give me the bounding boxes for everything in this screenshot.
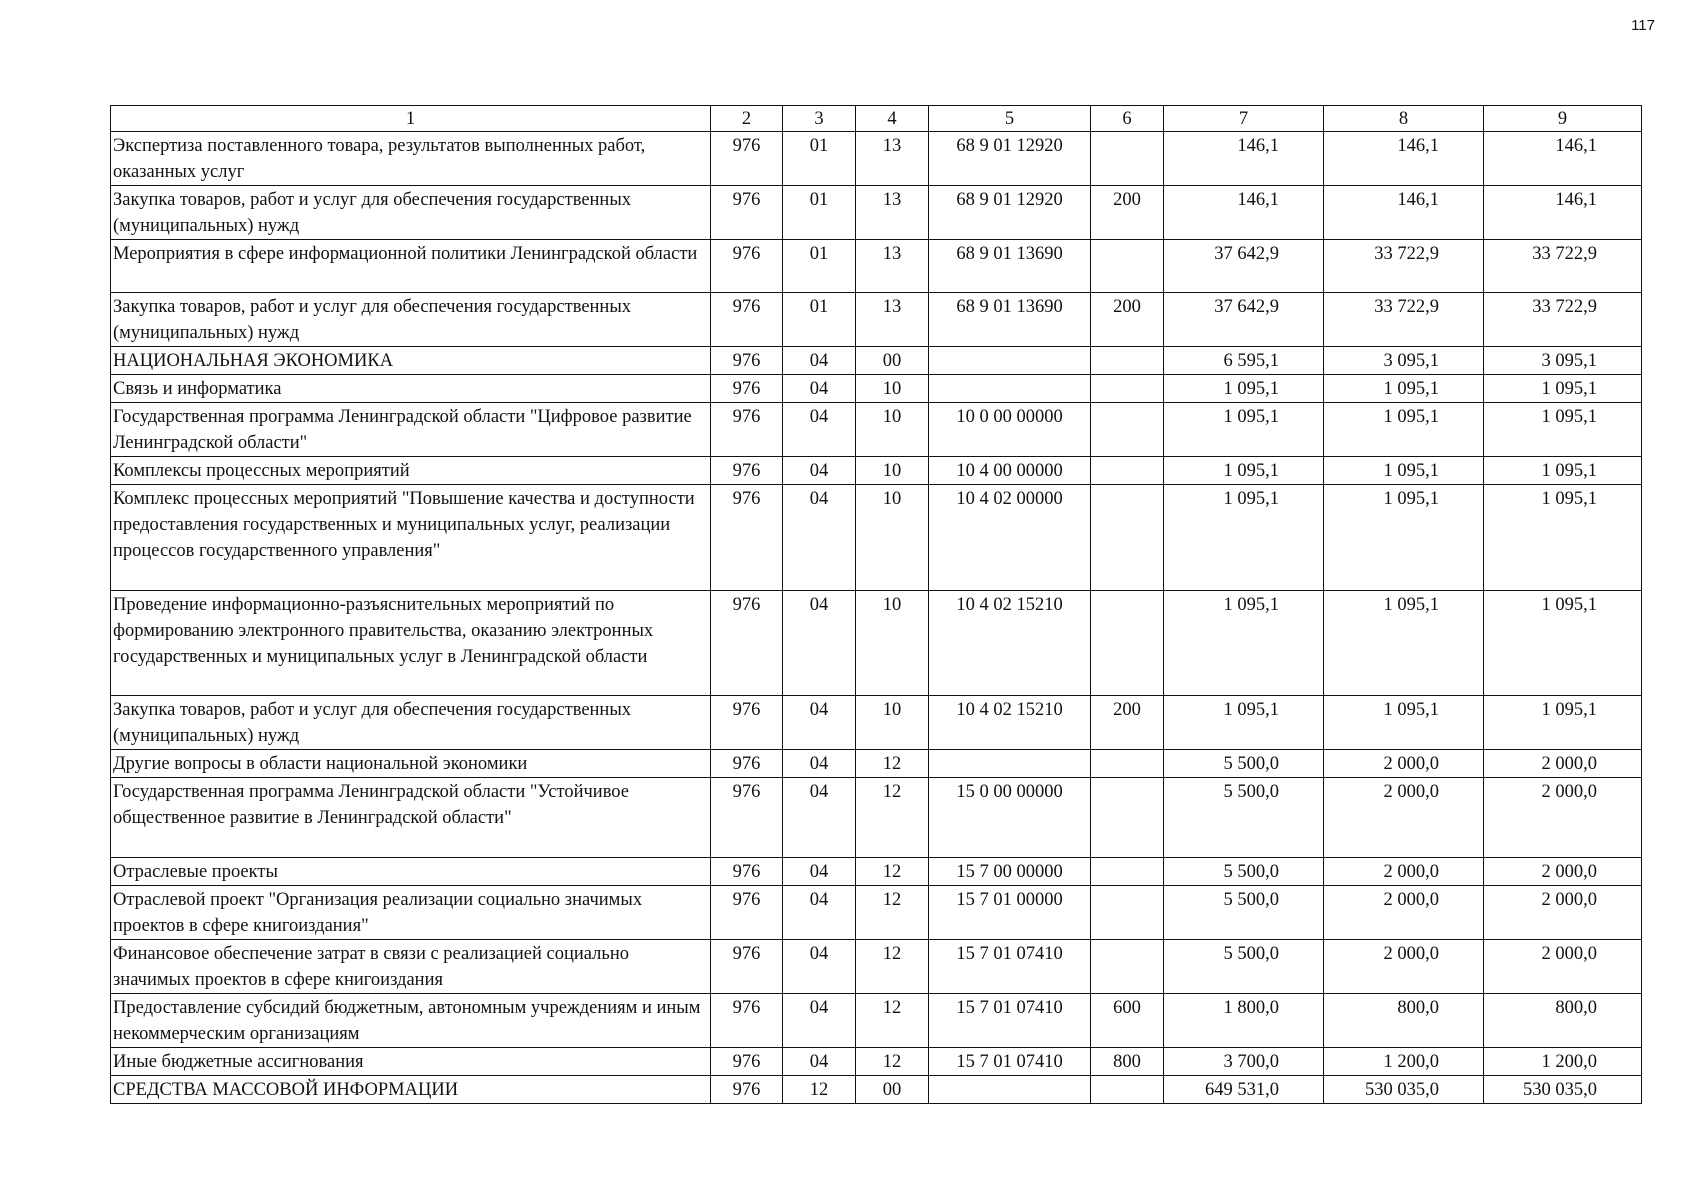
col3-cell: 04 <box>783 457 856 485</box>
amount-col8: 3 095,1 <box>1324 347 1484 375</box>
col5-cell: 10 4 02 15210 <box>929 591 1091 696</box>
col2-cell: 976 <box>711 132 783 186</box>
col6-cell <box>1091 591 1164 696</box>
row-name: Проведение информационно-разъяснительных мероприятий по формированию электронного правительства, оказанию электронных государственных и муниципальных услуг в Ленинградской области <box>111 591 711 696</box>
amount-col9: 1 095,1 <box>1484 375 1642 403</box>
amount-col9: 1 095,1 <box>1484 403 1642 457</box>
col2-cell: 976 <box>711 696 783 750</box>
amount-col7: 146,1 <box>1164 132 1324 186</box>
col6-cell <box>1091 132 1164 186</box>
col6-cell <box>1091 403 1164 457</box>
amount-col8: 1 200,0 <box>1324 1048 1484 1076</box>
row-name: Мероприятия в сфере информационной политики Ленинградской области <box>111 240 711 293</box>
col5-cell: 68 9 01 12920 <box>929 186 1091 240</box>
col3-cell: 04 <box>783 696 856 750</box>
amount-col8: 2 000,0 <box>1324 858 1484 886</box>
header-cell: 1 <box>111 106 711 132</box>
table-row <box>111 403 1642 457</box>
amount-col7: 5 500,0 <box>1164 886 1324 940</box>
row-name: Иные бюджетные ассигнования <box>111 1048 711 1076</box>
col3-cell: 04 <box>783 858 856 886</box>
col6-cell: 800 <box>1091 1048 1164 1076</box>
col3-cell: 04 <box>783 886 856 940</box>
header-cell: 4 <box>856 106 929 132</box>
col3-cell: 04 <box>783 591 856 696</box>
amount-col8: 1 095,1 <box>1324 403 1484 457</box>
col3-cell: 04 <box>783 750 856 778</box>
col4-cell: 12 <box>856 778 929 858</box>
table-body <box>111 132 1642 1104</box>
col5-cell: 10 0 00 00000 <box>929 403 1091 457</box>
col4-cell: 10 <box>856 403 929 457</box>
amount-col7: 37 642,9 <box>1164 293 1324 347</box>
row-name: Отраслевые проекты <box>111 858 711 886</box>
amount-col9: 1 095,1 <box>1484 485 1642 591</box>
header-row <box>111 106 1642 132</box>
amount-col8: 2 000,0 <box>1324 778 1484 858</box>
row-name: Закупка товаров, работ и услуг для обеспечения государственных (муниципальных) нужд <box>111 696 711 750</box>
table-row <box>111 886 1642 940</box>
col2-cell: 976 <box>711 457 783 485</box>
amount-col7: 5 500,0 <box>1164 858 1324 886</box>
col4-cell: 12 <box>856 940 929 994</box>
col5-cell: 15 7 01 07410 <box>929 940 1091 994</box>
amount-col7: 1 095,1 <box>1164 485 1324 591</box>
col4-cell: 13 <box>856 186 929 240</box>
table-row <box>111 457 1642 485</box>
amount-col8: 1 095,1 <box>1324 457 1484 485</box>
amount-col7: 649 531,0 <box>1164 1076 1324 1104</box>
amount-col9: 2 000,0 <box>1484 886 1642 940</box>
col5-cell: 10 4 02 15210 <box>929 696 1091 750</box>
col6-cell: 200 <box>1091 186 1164 240</box>
col2-cell: 976 <box>711 750 783 778</box>
amount-col9: 800,0 <box>1484 994 1642 1048</box>
col2-cell: 976 <box>711 1048 783 1076</box>
amount-col7: 6 595,1 <box>1164 347 1324 375</box>
row-name: Закупка товаров, работ и услуг для обеспечения государственных (муниципальных) нужд <box>111 186 711 240</box>
row-name: Государственная программа Ленинградской области "Цифровое развитие Ленинградской области" <box>111 403 711 457</box>
col3-cell: 04 <box>783 778 856 858</box>
amount-col8: 1 095,1 <box>1324 485 1484 591</box>
col4-cell: 10 <box>856 457 929 485</box>
amount-col8: 800,0 <box>1324 994 1484 1048</box>
col4-cell: 12 <box>856 750 929 778</box>
col5-cell <box>929 1076 1091 1104</box>
col6-cell: 600 <box>1091 994 1164 1048</box>
col4-cell: 00 <box>856 1076 929 1104</box>
col2-cell: 976 <box>711 886 783 940</box>
table-header <box>111 106 1642 132</box>
amount-col8: 2 000,0 <box>1324 750 1484 778</box>
amount-col7: 1 800,0 <box>1164 994 1324 1048</box>
col6-cell <box>1091 375 1164 403</box>
col2-cell: 976 <box>711 485 783 591</box>
col4-cell: 12 <box>856 1048 929 1076</box>
amount-col8: 2 000,0 <box>1324 940 1484 994</box>
col5-cell: 68 9 01 12920 <box>929 132 1091 186</box>
col2-cell: 976 <box>711 778 783 858</box>
row-name: Финансовое обеспечение затрат в связи с реализацией социально значимых проектов в сфере книгоиздания <box>111 940 711 994</box>
table-row <box>111 940 1642 994</box>
table-row <box>111 293 1642 347</box>
col2-cell: 976 <box>711 186 783 240</box>
amount-col7: 1 095,1 <box>1164 375 1324 403</box>
amount-col8: 1 095,1 <box>1324 696 1484 750</box>
header-cell: 9 <box>1484 106 1642 132</box>
col4-cell: 10 <box>856 696 929 750</box>
col4-cell: 12 <box>856 994 929 1048</box>
table-row <box>111 132 1642 186</box>
col2-cell: 976 <box>711 1076 783 1104</box>
row-name: НАЦИОНАЛЬНАЯ ЭКОНОМИКА <box>111 347 711 375</box>
col5-cell <box>929 375 1091 403</box>
amount-col9: 146,1 <box>1484 186 1642 240</box>
col6-cell <box>1091 457 1164 485</box>
col4-cell: 00 <box>856 347 929 375</box>
amount-col8: 1 095,1 <box>1324 591 1484 696</box>
amount-col9: 2 000,0 <box>1484 940 1642 994</box>
amount-col7: 5 500,0 <box>1164 750 1324 778</box>
amount-col7: 146,1 <box>1164 186 1324 240</box>
col3-cell: 04 <box>783 994 856 1048</box>
amount-col8: 33 722,9 <box>1324 240 1484 293</box>
col2-cell: 976 <box>711 347 783 375</box>
col2-cell: 976 <box>711 403 783 457</box>
col6-cell <box>1091 940 1164 994</box>
page-number: 117 <box>1631 17 1655 34</box>
amount-col9: 1 200,0 <box>1484 1048 1642 1076</box>
col5-cell: 10 4 02 00000 <box>929 485 1091 591</box>
col6-cell <box>1091 778 1164 858</box>
col5-cell: 15 7 01 07410 <box>929 994 1091 1048</box>
col4-cell: 12 <box>856 886 929 940</box>
col3-cell: 01 <box>783 186 856 240</box>
col3-cell: 04 <box>783 1048 856 1076</box>
header-cell: 2 <box>711 106 783 132</box>
amount-col9: 3 095,1 <box>1484 347 1642 375</box>
col3-cell: 12 <box>783 1076 856 1104</box>
col2-cell: 976 <box>711 858 783 886</box>
amount-col7: 3 700,0 <box>1164 1048 1324 1076</box>
col3-cell: 04 <box>783 940 856 994</box>
amount-col7: 1 095,1 <box>1164 696 1324 750</box>
col5-cell: 68 9 01 13690 <box>929 293 1091 347</box>
col6-cell <box>1091 485 1164 591</box>
col2-cell: 976 <box>711 591 783 696</box>
budget-table <box>110 105 1642 1104</box>
table-row <box>111 375 1642 403</box>
table-row <box>111 858 1642 886</box>
amount-col9: 33 722,9 <box>1484 240 1642 293</box>
amount-col8: 1 095,1 <box>1324 375 1484 403</box>
amount-col9: 1 095,1 <box>1484 591 1642 696</box>
col2-cell: 976 <box>711 994 783 1048</box>
table-row <box>111 994 1642 1048</box>
col3-cell: 01 <box>783 132 856 186</box>
amount-col7: 1 095,1 <box>1164 591 1324 696</box>
col6-cell <box>1091 750 1164 778</box>
amount-col9: 33 722,9 <box>1484 293 1642 347</box>
table-row <box>111 591 1642 696</box>
table-row <box>111 696 1642 750</box>
row-name: Другие вопросы в области национальной экономики <box>111 750 711 778</box>
col3-cell: 04 <box>783 403 856 457</box>
col6-cell <box>1091 858 1164 886</box>
row-name: Экспертиза поставленного товара, результатов выполненных работ, оказанных услуг <box>111 132 711 186</box>
col2-cell: 976 <box>711 375 783 403</box>
table-row <box>111 186 1642 240</box>
amount-col8: 146,1 <box>1324 132 1484 186</box>
header-cell: 6 <box>1091 106 1164 132</box>
col5-cell: 15 7 00 00000 <box>929 858 1091 886</box>
table-row <box>111 1076 1642 1104</box>
header-cell: 3 <box>783 106 856 132</box>
row-name: Отраслевой проект "Организация реализации социально значимых проектов в сфере книгоиздания" <box>111 886 711 940</box>
col6-cell <box>1091 886 1164 940</box>
col5-cell: 15 0 00 00000 <box>929 778 1091 858</box>
col3-cell: 04 <box>783 347 856 375</box>
header-cell: 7 <box>1164 106 1324 132</box>
col6-cell <box>1091 240 1164 293</box>
row-name: Комплексы процессных мероприятий <box>111 457 711 485</box>
table-row <box>111 240 1642 293</box>
amount-col7: 5 500,0 <box>1164 940 1324 994</box>
col3-cell: 01 <box>783 293 856 347</box>
col5-cell <box>929 347 1091 375</box>
amount-col8: 530 035,0 <box>1324 1076 1484 1104</box>
col5-cell: 15 7 01 00000 <box>929 886 1091 940</box>
col4-cell: 13 <box>856 240 929 293</box>
col6-cell <box>1091 347 1164 375</box>
col4-cell: 12 <box>856 858 929 886</box>
amount-col7: 37 642,9 <box>1164 240 1324 293</box>
amount-col9: 2 000,0 <box>1484 778 1642 858</box>
col3-cell: 04 <box>783 485 856 591</box>
amount-col8: 2 000,0 <box>1324 886 1484 940</box>
amount-col7: 1 095,1 <box>1164 403 1324 457</box>
col6-cell <box>1091 1076 1164 1104</box>
col3-cell: 04 <box>783 375 856 403</box>
row-name: СРЕДСТВА МАССОВОЙ ИНФОРМАЦИИ <box>111 1076 711 1104</box>
amount-col8: 33 722,9 <box>1324 293 1484 347</box>
col4-cell: 10 <box>856 485 929 591</box>
col4-cell: 13 <box>856 132 929 186</box>
amount-col8: 146,1 <box>1324 186 1484 240</box>
col2-cell: 976 <box>711 940 783 994</box>
row-name: Закупка товаров, работ и услуг для обеспечения государственных (муниципальных) нужд <box>111 293 711 347</box>
table-row <box>111 485 1642 591</box>
col4-cell: 10 <box>856 375 929 403</box>
col4-cell: 10 <box>856 591 929 696</box>
col5-cell: 68 9 01 13690 <box>929 240 1091 293</box>
amount-col9: 1 095,1 <box>1484 696 1642 750</box>
amount-col9: 530 035,0 <box>1484 1076 1642 1104</box>
col6-cell: 200 <box>1091 293 1164 347</box>
col5-cell <box>929 750 1091 778</box>
table-row <box>111 347 1642 375</box>
row-name: Комплекс процессных мероприятий "Повышение качества и доступности предоставления государственных и муниципальных услуг, реализации процессов государственного управления" <box>111 485 711 591</box>
amount-col7: 1 095,1 <box>1164 457 1324 485</box>
amount-col9: 146,1 <box>1484 132 1642 186</box>
amount-col9: 2 000,0 <box>1484 750 1642 778</box>
header-cell: 5 <box>929 106 1091 132</box>
header-cell: 8 <box>1324 106 1484 132</box>
row-name: Предоставление субсидий бюджетным, автономным учреждениям и иным некоммерческим организациям <box>111 994 711 1048</box>
table-row <box>111 1048 1642 1076</box>
col6-cell: 200 <box>1091 696 1164 750</box>
col5-cell: 15 7 01 07410 <box>929 1048 1091 1076</box>
col4-cell: 13 <box>856 293 929 347</box>
amount-col7: 5 500,0 <box>1164 778 1324 858</box>
col3-cell: 01 <box>783 240 856 293</box>
table-row <box>111 750 1642 778</box>
col2-cell: 976 <box>711 240 783 293</box>
amount-col9: 2 000,0 <box>1484 858 1642 886</box>
table-row <box>111 778 1642 858</box>
row-name: Связь и информатика <box>111 375 711 403</box>
col5-cell: 10 4 00 00000 <box>929 457 1091 485</box>
row-name: Государственная программа Ленинградской области "Устойчивое общественное развитие в Ленинградской области" <box>111 778 711 858</box>
col2-cell: 976 <box>711 293 783 347</box>
amount-col9: 1 095,1 <box>1484 457 1642 485</box>
